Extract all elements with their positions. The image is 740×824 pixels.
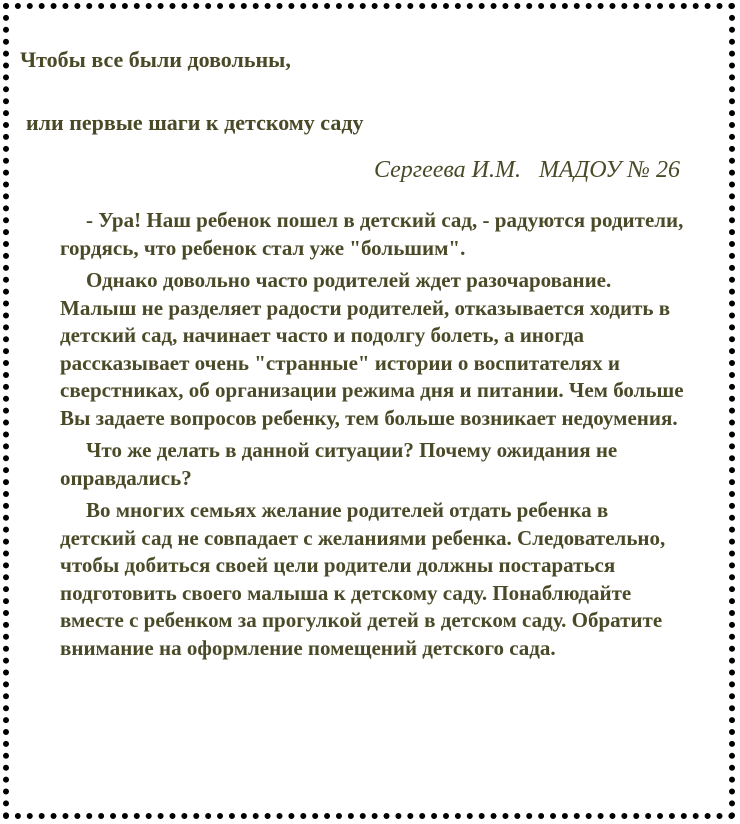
author-name: Сергеева И.М.: [373, 157, 522, 183]
title-line-1: Чтобы все были довольны,: [20, 47, 291, 72]
paragraph-1: - Ура! Наш ребенок пошел в детский сад, - радуются родители, гордясь, что ребенок стал уже "большим".: [60, 208, 684, 260]
paragraph-3: Что же делать в данной ситуации? Почему ожидания не оправдались?: [60, 438, 618, 490]
article-body: [60, 207, 685, 667]
paragraph-4: Во многих семьях желание родителей отдать ребенка в детский сад не совпадает с желаниями ребенка. Следовательно, чтобы добиться своей цели родители должны постараться подготовить своего малыша к детскому саду. Понаблюдайте вместе с ребенком за прогулкой детей в детском саду. Обратите внимание на оформление помещений детского сада.: [60, 498, 666, 660]
organization-name: МАДОУ № 26: [539, 157, 680, 183]
author-line: [374, 157, 680, 184]
paragraph-2: Однако довольно часто родителей ждет разочарование. Малыш не разделяет радости родителей, отказывается ходить в детский сад, начинает часто и подолгу болеть, а иногда рассказывает очень "странные" истории о воспитателях и сверстниках, об организации режима дня и питании. Чем больше Вы задаете вопросов ребенку, тем больше возникает недоумения.: [60, 268, 684, 430]
title-line-2: или первые шаги к детскому саду: [26, 110, 364, 135]
